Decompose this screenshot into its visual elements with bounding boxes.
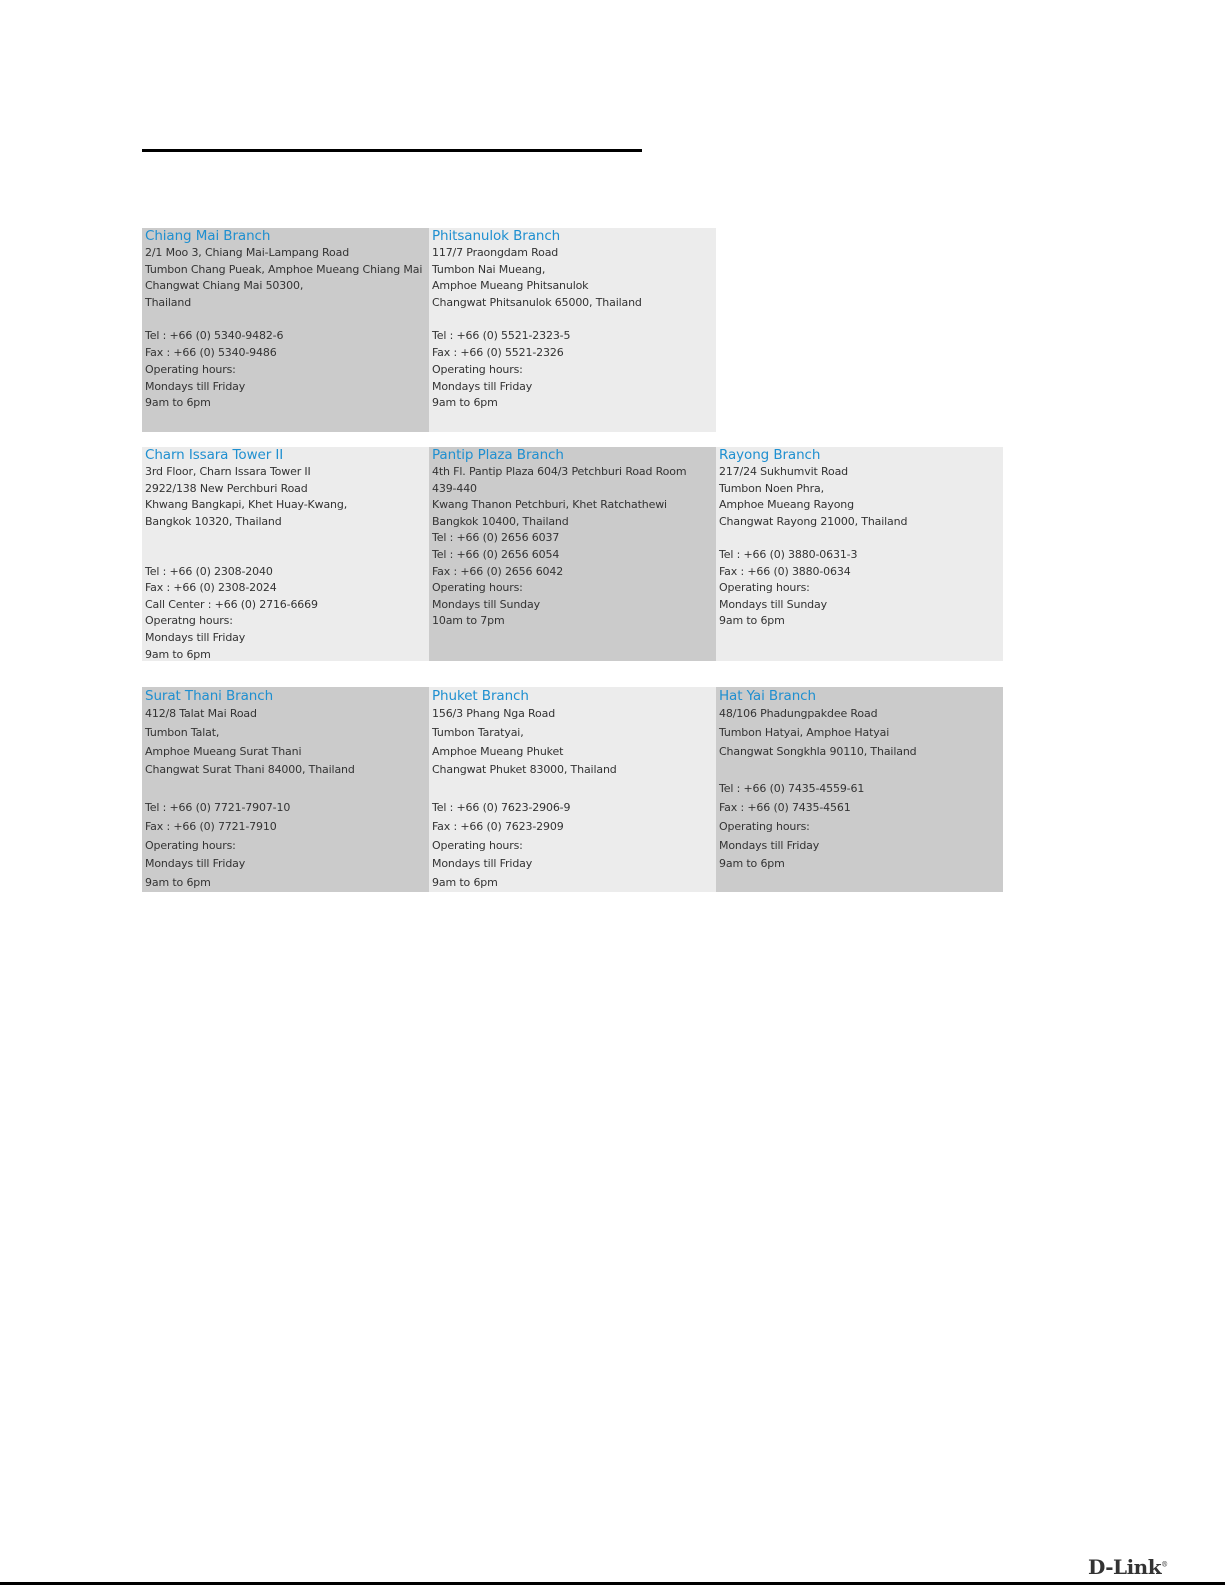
address-line: Operating hours: bbox=[145, 838, 236, 852]
address-line: Tel : +66 (0) 7623-2906-9 bbox=[432, 800, 571, 814]
branch-cell-pantip-plaza bbox=[429, 447, 716, 661]
blank-line bbox=[719, 761, 1000, 780]
registered-mark: ® bbox=[1161, 1560, 1168, 1569]
address-line: 156/3 Phang Nga Road bbox=[432, 707, 556, 720]
address-line: 9am to 6pm bbox=[719, 857, 785, 871]
address-line: Mondays till Friday bbox=[145, 857, 246, 871]
blank-line bbox=[432, 780, 713, 799]
address-line: Tel : +66 (0) 3880-0631-3 bbox=[719, 547, 858, 561]
address-line: Changwat Surat Thani 84000, Thailand bbox=[145, 763, 355, 777]
address-line: Tel : +66 (0) 7435-4559-61 bbox=[719, 782, 865, 796]
address-line: Operating hours: bbox=[432, 838, 523, 852]
address-line: Tumbon Taratyai, bbox=[432, 725, 524, 739]
address-line: Tel : +66 (0) 5521-2323-5 bbox=[432, 329, 571, 343]
branch-title: Hat Yai Branch bbox=[719, 688, 816, 704]
address-line: 217/24 Sukhumvit Road bbox=[719, 465, 849, 478]
branch-cell-hat-yai bbox=[716, 687, 1003, 892]
address-line: 9am to 6pm bbox=[432, 396, 498, 410]
address-line: Amphoe Mueang Rayong bbox=[719, 498, 854, 512]
blank-line bbox=[719, 530, 1000, 547]
address-line: Mondays till Friday bbox=[432, 379, 533, 393]
address-line: Tel : +66 (0) 2308-2040 bbox=[145, 564, 273, 578]
address-line: Mondays till Friday bbox=[719, 838, 820, 852]
address-line: Changwat Phuket 83000, Thailand bbox=[432, 763, 617, 777]
branch-title: Phuket Branch bbox=[432, 688, 529, 704]
address-line: 4th Fl. Pantip Plaza 604/3 Petchburi Road Room bbox=[432, 465, 687, 478]
branch-row-1 bbox=[142, 228, 716, 432]
address-line: Khwang Bangkapi, Khet Huay-Kwang, bbox=[145, 498, 348, 512]
address-line: Operating hours: bbox=[432, 362, 523, 376]
branch-row-2 bbox=[142, 447, 1003, 661]
address-line: 3rd Floor, Charn Issara Tower II bbox=[145, 465, 311, 478]
branch-cell-charn-issara bbox=[142, 447, 429, 661]
address-line: Operating hours: bbox=[719, 819, 810, 833]
address-line: Tel : +66 (0) 5340-9482-6 bbox=[145, 329, 284, 343]
address-line: Thailand bbox=[145, 296, 192, 310]
address-line: Fax : +66 (0) 7721-7910 bbox=[145, 819, 277, 833]
address-line: Fax : +66 (0) 2656 6042 bbox=[432, 564, 564, 578]
address-line: Operatng hours: bbox=[145, 614, 233, 628]
address-line: Fax : +66 (0) 2308-2024 bbox=[145, 581, 277, 595]
address-line: Mondays till Friday bbox=[145, 379, 246, 393]
address-line: Tumbon Hatyai, Amphoe Hatyai bbox=[719, 725, 890, 739]
blank-line bbox=[145, 547, 426, 564]
address-line: 9am to 6pm bbox=[432, 876, 498, 890]
address-line: 439-440 bbox=[432, 481, 477, 495]
address-line: Fax : +66 (0) 3880-0634 bbox=[719, 564, 851, 578]
blank-line bbox=[145, 530, 426, 547]
address-line: 2/1 Moo 3, Chiang Mai-Lampang Road bbox=[145, 246, 350, 259]
address-line: Amphoe Mueang Phitsanulok bbox=[432, 279, 589, 293]
address-line: Operating hours: bbox=[145, 362, 236, 376]
address-line: 48/106 Phadungpakdee Road bbox=[719, 707, 878, 720]
dlink-logo bbox=[1088, 1555, 1168, 1579]
address-line: Tumbon Nai Mueang, bbox=[432, 262, 546, 276]
address-line: Call Center : +66 (0) 2716-6669 bbox=[145, 597, 318, 611]
address-line: Fax : +66 (0) 5521-2326 bbox=[432, 346, 564, 360]
address-line: Changwat Chiang Mai 50300, bbox=[145, 279, 304, 293]
address-line: Tel : +66 (0) 2656 6037 bbox=[432, 531, 560, 545]
address-line: Fax : +66 (0) 7435-4561 bbox=[719, 800, 851, 814]
branch-cell-phuket bbox=[429, 687, 716, 892]
branch-title: Phitsanulok Branch bbox=[432, 228, 561, 244]
address-line: Mondays till Friday bbox=[432, 857, 533, 871]
address-line: 9am to 6pm bbox=[145, 876, 211, 890]
address-line: Changwat Songkhla 90110, Thailand bbox=[719, 744, 917, 758]
address-line: Changwat Rayong 21000, Thailand bbox=[719, 514, 908, 528]
blank-line bbox=[432, 312, 713, 329]
address-line: Kwang Thanon Petchburi, Khet Ratchathewi bbox=[432, 498, 667, 512]
address-line: 2922/138 New Perchburi Road bbox=[145, 481, 308, 495]
address-line: 117/7 Praongdam Road bbox=[432, 246, 559, 259]
blank-line bbox=[145, 780, 426, 799]
branch-title: Pantip Plaza Branch bbox=[432, 447, 564, 463]
address-line: Mondays till Sunday bbox=[719, 597, 827, 611]
branch-title: Surat Thani Branch bbox=[145, 688, 274, 704]
address-line: Tel : +66 (0) 7721-7907-10 bbox=[145, 800, 291, 814]
branch-title: Charn Issara Tower II bbox=[145, 447, 284, 463]
address-line: Changwat Phitsanulok 65000, Thailand bbox=[432, 296, 642, 310]
address-line: Operating hours: bbox=[719, 581, 810, 595]
address-line: 10am to 7pm bbox=[432, 614, 505, 628]
address-line: 412/8 Talat Mai Road bbox=[145, 707, 257, 720]
address-line: 9am to 6pm bbox=[719, 614, 785, 628]
address-line: 9am to 6pm bbox=[145, 647, 211, 661]
address-line: Fax : +66 (0) 7623-2909 bbox=[432, 819, 564, 833]
address-line: Fax : +66 (0) 5340-9486 bbox=[145, 346, 277, 360]
branch-cell-chiang-mai bbox=[142, 228, 429, 432]
branch-cell-phitsanulok bbox=[429, 228, 716, 432]
address-line: Operating hours: bbox=[432, 581, 523, 595]
branch-cell-rayong bbox=[716, 447, 1003, 661]
branch-cell-surat-thani bbox=[142, 687, 429, 892]
address-line: Mondays till Friday bbox=[145, 630, 246, 644]
address-line: Bangkok 10320, Thailand bbox=[145, 514, 282, 528]
header-rule bbox=[142, 149, 642, 152]
branch-title: Rayong Branch bbox=[719, 447, 821, 463]
address-line: Amphoe Mueang Surat Thani bbox=[145, 744, 302, 758]
logo-text: D-Link bbox=[1088, 1555, 1162, 1579]
branch-row-3 bbox=[142, 687, 1003, 892]
address-line: Tumbon Talat, bbox=[145, 725, 220, 739]
address-line: Tumbon Noen Phra, bbox=[719, 481, 824, 495]
address-line: Bangkok 10400, Thailand bbox=[432, 514, 569, 528]
blank-line bbox=[145, 312, 426, 329]
address-line: Tel : +66 (0) 2656 6054 bbox=[432, 547, 560, 561]
address-line: Amphoe Mueang Phuket bbox=[432, 744, 564, 758]
address-line: Mondays till Sunday bbox=[432, 597, 540, 611]
address-line: Tumbon Chang Pueak, Amphoe Mueang Chiang Mai bbox=[145, 262, 423, 276]
address-line: 9am to 6pm bbox=[145, 396, 211, 410]
branch-title: Chiang Mai Branch bbox=[145, 228, 271, 244]
